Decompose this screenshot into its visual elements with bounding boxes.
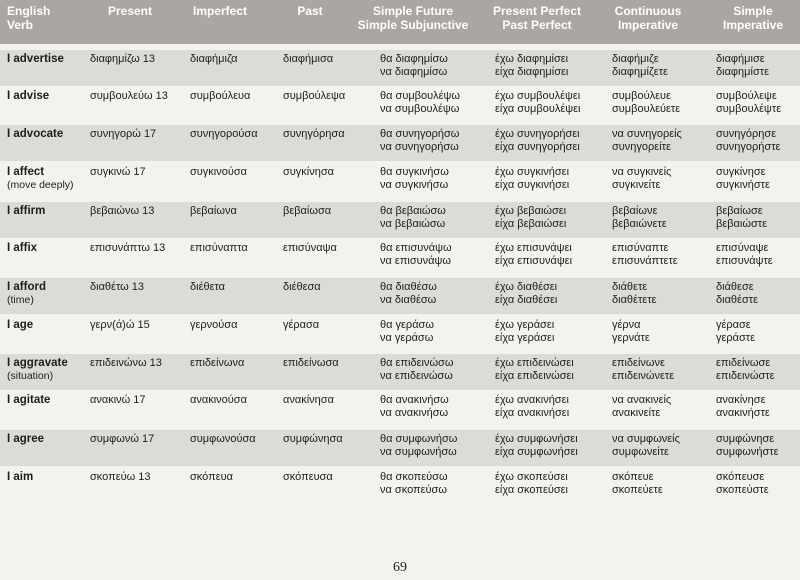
future-subjunctive-cell-line: θα διαθέσω [380, 281, 437, 293]
column-header-line: Simple Subjunctive [357, 18, 469, 32]
column-header-line: Imperative [722, 18, 784, 32]
imperfect-cell: συγκινούσα [190, 166, 248, 178]
imperfect-cell: επιδείνωνα [190, 357, 245, 369]
simple-imperative-cell [716, 242, 773, 268]
english-verb-cell [7, 394, 50, 407]
imperfect-cell: διέθετα [190, 281, 226, 293]
continuous-imperative-cell-line: ανακινείτε [612, 407, 661, 419]
perfect-cell [495, 166, 569, 192]
continuous-imperative-cell [612, 394, 671, 420]
continuous-imperative-cell-line: συμβουλεύετε [612, 103, 681, 115]
perfect-cell-line: είχα βεβαιώσει [495, 218, 567, 230]
perfect-cell [495, 281, 557, 307]
perfect-cell-line: είχα επιδεινώσει [495, 370, 574, 382]
perfect-cell-line: έχω διαφημίσει [495, 53, 569, 65]
simple-imperative-cell [716, 471, 769, 497]
imperfect-cell: επισύναπτα [190, 242, 248, 254]
imperfect-cell: διαφήμιζα [190, 53, 238, 65]
simple-imperative-cell-line: γέρασε [716, 319, 751, 331]
imperfect-cell: γερνούσα [190, 319, 238, 331]
table-row [0, 50, 800, 86]
table-row [0, 468, 800, 504]
perfect-cell-line: είχα διαθέσει [495, 294, 558, 306]
continuous-imperative-cell [612, 205, 667, 231]
simple-imperative-cell-line: συμφωνήστε [716, 446, 779, 458]
english-verb: I afford [7, 281, 46, 293]
present-cell: συμβουλεύω 13 [90, 90, 168, 102]
simple-imperative-cell-line: βεβαιώστε [716, 218, 767, 230]
simple-imperative-cell-line: βεβαίωσε [716, 205, 763, 217]
continuous-imperative-cell-line: διαφημίζετε [612, 66, 668, 78]
table-row [0, 391, 800, 427]
simple-imperative-cell-line: γεράστε [716, 332, 756, 344]
table-row [0, 354, 800, 390]
future-subjunctive-cell-line: να γεράσω [380, 332, 434, 344]
future-subjunctive-cell [380, 394, 449, 420]
column-header-line: Simple [733, 4, 773, 18]
simple-imperative-cell-line: σκόπευσε [716, 471, 765, 483]
column-header-3 [265, 4, 355, 18]
continuous-imperative-cell-line: να συνηγορείς [612, 128, 682, 140]
simple-imperative-cell [716, 357, 775, 383]
future-subjunctive-cell-line: θα συνηγορήσω [380, 128, 460, 140]
future-subjunctive-cell-line: θα σκοπεύσω [380, 471, 448, 483]
future-subjunctive-cell-line: θα βεβαιώσω [380, 205, 446, 217]
simple-imperative-cell-line: επιδείνωσε [716, 357, 771, 369]
english-verb: I affect [7, 166, 45, 178]
future-subjunctive-cell [380, 242, 452, 268]
imperfect-cell: σκόπευα [190, 471, 233, 483]
past-cell: γέρασα [283, 319, 320, 331]
simple-imperative-cell [716, 166, 770, 192]
continuous-imperative-cell [612, 166, 671, 192]
future-subjunctive-cell-line: θα επιδεινώσω [380, 357, 454, 369]
verb-note: (time) [7, 294, 34, 306]
continuous-imperative-cell-line: σκόπευε [612, 471, 654, 483]
perfect-cell-line: έχω επισυνάψει [495, 242, 572, 254]
simple-imperative-cell [716, 205, 767, 231]
english-verb-cell [7, 128, 63, 141]
simple-imperative-cell-line: συγκινήστε [716, 179, 770, 191]
column-header-line: Verb [7, 18, 34, 32]
future-subjunctive-cell [380, 357, 453, 383]
simple-imperative-cell-line: διαφήμισε [716, 53, 765, 65]
simple-imperative-cell [716, 319, 755, 345]
perfect-cell-line: είχα συμβουλέψει [495, 103, 581, 115]
future-subjunctive-cell-line: να ανακινήσω [380, 407, 449, 419]
continuous-imperative-cell [612, 90, 680, 116]
simple-imperative-cell-line: ανακίνησε [716, 394, 766, 406]
english-verb: I affix [7, 242, 38, 254]
past-cell: βεβαίωσα [283, 205, 332, 217]
future-subjunctive-cell-line: να συμφωνήσω [380, 446, 457, 458]
future-subjunctive-cell-line: να βεβαιώσω [380, 218, 446, 230]
column-header-0 [7, 4, 77, 32]
present-cell: γερν(ά)ώ 15 [90, 319, 150, 331]
continuous-imperative-cell-line: να ανακινείς [612, 394, 672, 406]
future-subjunctive-cell [380, 319, 434, 345]
column-header-line: English [7, 4, 51, 18]
perfect-cell [495, 319, 554, 345]
english-verb: I aim [7, 471, 34, 483]
simple-imperative-cell-line: επισύναψε [716, 242, 769, 254]
column-header-line: Imperfect [192, 4, 248, 18]
continuous-imperative-cell [612, 357, 674, 383]
past-cell: διαφήμισα [283, 53, 334, 65]
english-verb-cell [7, 281, 46, 307]
perfect-cell-line: έχω γεράσει [495, 319, 555, 331]
perfect-cell [495, 357, 574, 383]
past-cell: συνηγόρησα [283, 128, 345, 140]
column-header-line: Present [107, 4, 153, 18]
continuous-imperative-cell-line: συμβούλευε [612, 90, 671, 102]
continuous-imperative-cell-line: να συμφωνείς [612, 433, 680, 445]
english-verb: I agree [7, 433, 45, 445]
english-verb-cell [7, 53, 64, 66]
present-cell: επιδεινώνω 13 [90, 357, 162, 369]
future-subjunctive-cell [380, 128, 459, 154]
english-verb: I aggravate [7, 357, 68, 369]
perfect-cell-line: είχα συμφωνήσει [495, 446, 578, 458]
continuous-imperative-cell-line: γερνάτε [612, 332, 650, 344]
past-cell: σκόπευσα [283, 471, 333, 483]
simple-imperative-cell [716, 53, 769, 79]
verb-note: (move deeply) [7, 179, 74, 191]
continuous-imperative-cell-line: επισύναπτε [612, 242, 669, 254]
perfect-cell-line: έχω συμφωνήσει [495, 433, 578, 445]
simple-imperative-cell [716, 433, 779, 459]
future-subjunctive-cell-line: να σκοπεύσω [380, 484, 447, 496]
continuous-imperative-cell [612, 319, 650, 345]
imperfect-cell: συνηγορούσα [190, 128, 258, 140]
future-subjunctive-cell [380, 53, 448, 79]
column-header-6 [596, 4, 700, 32]
column-header-1 [80, 4, 180, 18]
column-header-5 [478, 4, 596, 32]
table-row [0, 316, 800, 352]
perfect-cell-line: έχω βεβαιώσει [495, 205, 567, 217]
continuous-imperative-cell [612, 471, 663, 497]
continuous-imperative-cell-line: συνηγορείτε [612, 141, 671, 153]
column-header-line: Present Perfect [492, 4, 582, 18]
simple-imperative-cell [716, 281, 758, 307]
simple-imperative-cell-line: διάθεσε [716, 281, 754, 293]
continuous-imperative-cell-line: επιδείνωνε [612, 357, 665, 369]
column-header-line: Simple Future [372, 4, 453, 18]
present-cell: συμφωνώ 17 [90, 433, 155, 445]
past-cell: συγκίνησα [283, 166, 335, 178]
future-subjunctive-cell [380, 471, 448, 497]
continuous-imperative-cell-line: γέρνα [612, 319, 641, 331]
present-cell: διαθέτω 13 [90, 281, 145, 293]
verb-note: (situation) [7, 370, 54, 382]
column-header-line: Continuous [614, 4, 682, 18]
future-subjunctive-cell-line: θα επισυνάψω [380, 242, 452, 254]
future-subjunctive-cell [380, 281, 437, 307]
present-cell: διαφημίζω 13 [90, 53, 155, 65]
perfect-cell-line: έχω σκοπεύσει [495, 471, 568, 483]
continuous-imperative-cell-line: συγκινείτε [612, 179, 661, 191]
perfect-cell-line: έχω επιδεινώσει [495, 357, 574, 369]
english-verb: I advertise [7, 53, 64, 65]
future-subjunctive-cell-line: θα ανακινήσω [380, 394, 449, 406]
column-header-line: Past [297, 4, 323, 18]
continuous-imperative-cell [612, 128, 682, 154]
perfect-cell [495, 433, 578, 459]
future-subjunctive-cell-line: να συνηγορήσω [380, 141, 459, 153]
future-subjunctive-cell [380, 433, 457, 459]
continuous-imperative-cell-line: σκοπεύετε [612, 484, 663, 496]
english-verb-cell [7, 205, 45, 218]
english-verb: I advise [7, 90, 50, 102]
table-row [0, 430, 800, 466]
past-cell: συμφώνησα [283, 433, 343, 445]
future-subjunctive-cell-line: να διαθέσω [380, 294, 437, 306]
past-cell: συμβούλεψα [283, 90, 346, 102]
page-number: 69 [393, 560, 407, 575]
table-row [0, 87, 800, 123]
english-verb-cell [7, 90, 49, 103]
english-verb: I age [7, 319, 34, 331]
table-row [0, 125, 800, 161]
english-verb-cell [7, 433, 44, 446]
table-row [0, 278, 800, 314]
simple-imperative-cell [716, 394, 770, 420]
simple-imperative-cell-line: συμφώνησε [716, 433, 775, 445]
simple-imperative-cell-line: ανακινήστε [716, 407, 770, 419]
column-header-line: Past Perfect [502, 18, 572, 32]
english-verb-cell [7, 471, 33, 484]
simple-imperative-cell-line: συγκίνησε [716, 166, 766, 178]
english-verb: I advocate [7, 128, 64, 140]
future-subjunctive-cell-line: να συγκινήσω [380, 179, 449, 191]
simple-imperative-cell-line: διαφημίστε [716, 66, 769, 78]
present-cell: βεβαιώνω 13 [90, 205, 155, 217]
future-subjunctive-cell [380, 205, 446, 231]
future-subjunctive-cell-line: θα συμφωνήσω [380, 433, 458, 445]
table-row [0, 202, 800, 238]
perfect-cell-line: είχα διαφημίσει [495, 66, 569, 78]
table-header [0, 0, 800, 44]
future-subjunctive-cell-line: θα γεράσω [380, 319, 434, 331]
future-subjunctive-cell-line: θα διαφημίσω [380, 53, 448, 65]
imperfect-cell: συμφωνούσα [190, 433, 256, 445]
future-subjunctive-cell [380, 90, 460, 116]
future-subjunctive-cell-line: να συμβουλέψω [380, 103, 460, 115]
english-verb: I affirm [7, 205, 46, 217]
continuous-imperative-cell-line: συμφωνείτε [612, 446, 669, 458]
future-subjunctive-cell-line: να διαφημίσω [380, 66, 448, 78]
continuous-imperative-cell [612, 281, 656, 307]
perfect-cell-line: έχω ανακινήσει [495, 394, 569, 406]
continuous-imperative-cell-line: επιδεινώνετε [612, 370, 675, 382]
continuous-imperative-cell-line: να συγκινείς [612, 166, 672, 178]
perfect-cell [495, 53, 568, 79]
future-subjunctive-cell-line: να επιδεινώσω [380, 370, 453, 382]
future-subjunctive-cell [380, 166, 449, 192]
continuous-imperative-cell [612, 53, 668, 79]
continuous-imperative-cell-line: διάθετε [612, 281, 648, 293]
perfect-cell-line: είχα γεράσει [495, 332, 555, 344]
perfect-cell-line: είχα σκοπεύσει [495, 484, 569, 496]
english-verb-cell [7, 357, 68, 383]
past-cell: επιδείνωσα [283, 357, 339, 369]
simple-imperative-cell-line: συμβουλέψτε [716, 103, 782, 115]
present-cell: σκοπεύω 13 [90, 471, 151, 483]
simple-imperative-cell-line: επισυνάψτε [716, 255, 773, 267]
perfect-cell-line: είχα συνηγορήσει [495, 141, 580, 153]
future-subjunctive-cell-line: θα συγκινήσω [380, 166, 449, 178]
simple-imperative-cell [716, 128, 780, 154]
perfect-cell [495, 242, 572, 268]
continuous-imperative-cell-line: βεβαιώνετε [612, 218, 667, 230]
column-header-4 [352, 4, 474, 32]
perfect-cell [495, 205, 566, 231]
simple-imperative-cell-line: επιδεινώστε [716, 370, 775, 382]
perfect-cell [495, 471, 568, 497]
english-verb: I agitate [7, 394, 51, 406]
continuous-imperative-cell-line: διαφήμιζε [612, 53, 659, 65]
perfect-cell-line: έχω συμβουλέψει [495, 90, 581, 102]
simple-imperative-cell-line: διαθέστε [716, 294, 758, 306]
simple-imperative-cell-line: συνηγόρησε [716, 128, 777, 140]
past-cell: διέθεσα [283, 281, 321, 293]
present-cell: επισυνάπτω 13 [90, 242, 166, 254]
continuous-imperative-cell [612, 433, 680, 459]
perfect-cell-line: έχω συγκινήσει [495, 166, 570, 178]
perfect-cell [495, 394, 569, 420]
column-header-line: Imperative [617, 18, 679, 32]
perfect-cell-line: έχω διαθέσει [495, 281, 558, 293]
simple-imperative-cell-line: συμβούλεψε [716, 90, 777, 102]
english-verb-cell [7, 319, 33, 332]
past-cell: ανακίνησα [283, 394, 334, 406]
present-cell: ανακινώ 17 [90, 394, 146, 406]
perfect-cell [495, 128, 580, 154]
english-verb-cell [7, 166, 74, 192]
simple-imperative-cell [716, 90, 781, 116]
english-verb-cell [7, 242, 37, 255]
past-cell: επισύναψα [283, 242, 337, 254]
table-row [0, 239, 800, 275]
continuous-imperative-cell [612, 242, 678, 268]
continuous-imperative-cell-line: επισυνάπτετε [612, 255, 678, 267]
perfect-cell [495, 90, 580, 116]
continuous-imperative-cell-line: βεβαίωνε [612, 205, 658, 217]
future-subjunctive-cell-line: θα συμβουλέψω [380, 90, 460, 102]
imperfect-cell: συμβούλευα [190, 90, 251, 102]
perfect-cell-line: είχα επισυνάψει [495, 255, 573, 267]
present-cell: συνηγορώ 17 [90, 128, 157, 140]
perfect-cell-line: έχω συνηγορήσει [495, 128, 580, 140]
perfect-cell-line: είχα ανακινήσει [495, 407, 570, 419]
imperfect-cell: ανακινούσα [190, 394, 247, 406]
column-header-7 [706, 4, 800, 32]
continuous-imperative-cell-line: διαθέτετε [612, 294, 657, 306]
perfect-cell-line: είχα συγκινήσει [495, 179, 570, 191]
column-header-2 [175, 4, 265, 18]
simple-imperative-cell-line: συνηγορήστε [716, 141, 781, 153]
present-cell: συγκινώ 17 [90, 166, 146, 178]
table-row [0, 163, 800, 199]
imperfect-cell: βεβαίωνα [190, 205, 237, 217]
simple-imperative-cell-line: σκοπεύστε [716, 484, 769, 496]
future-subjunctive-cell-line: να επισυνάψω [380, 255, 451, 267]
